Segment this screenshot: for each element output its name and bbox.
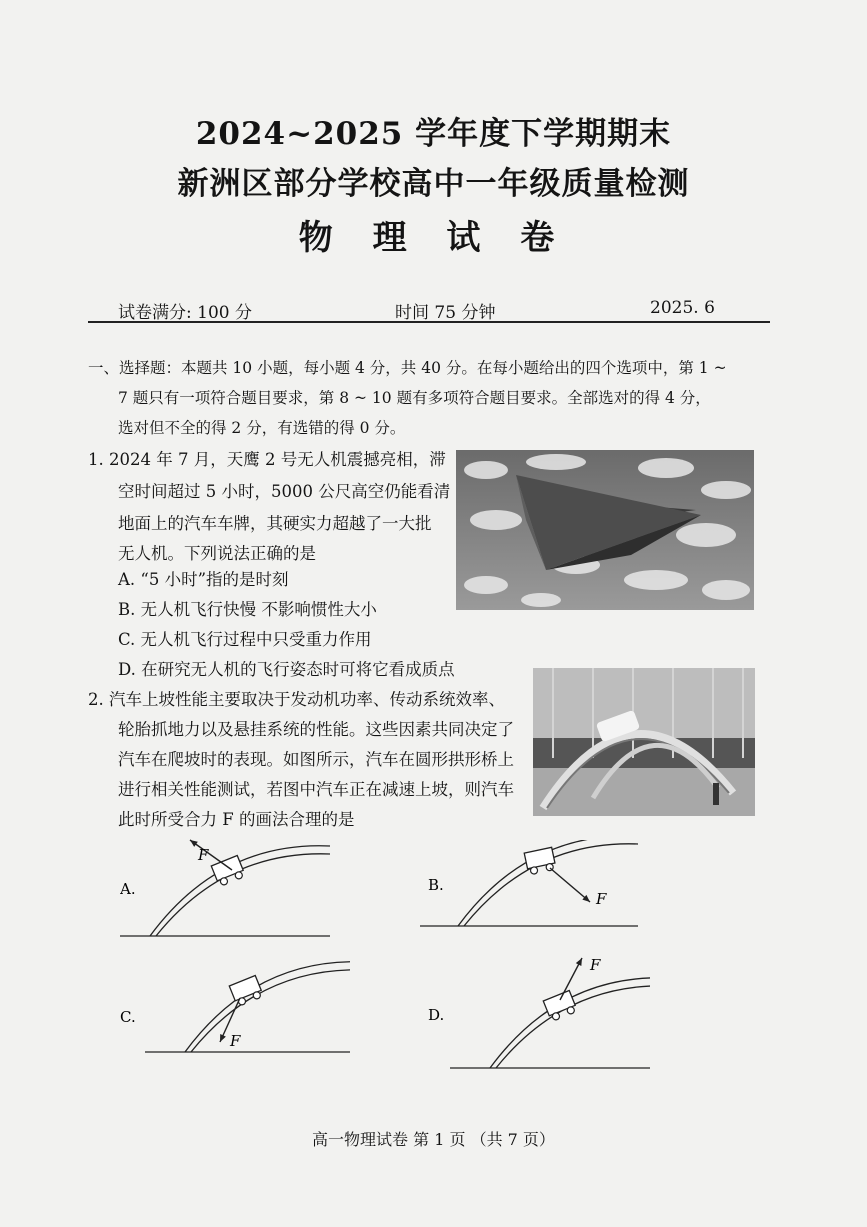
exam-date: 2025. 6	[650, 298, 715, 318]
title-line-2: 新洲区部分学校高中一年级质量检测	[177, 166, 690, 202]
force-label: F	[596, 890, 607, 908]
section1-instructions-line3: 选对但不全的得 2 分，有选错的得 0 分。	[118, 419, 406, 437]
title-line-1: 2024~2025 学年度下学期期末	[195, 116, 672, 152]
q2-stem-line5: 此时所受合力 F 的画法合理的是	[118, 810, 355, 829]
option-label-b: B.	[428, 876, 444, 894]
option-label-c: C.	[120, 1008, 136, 1026]
arch-inner	[156, 854, 330, 936]
force-arrowhead	[190, 840, 198, 847]
force-label: F	[590, 956, 601, 974]
option-label-a: A.	[120, 880, 136, 898]
q2-stem-line1: 2. 汽车上坡性能主要取决于发动机功率、传动系统效率、	[88, 690, 505, 709]
q2-diagram-b	[420, 840, 650, 940]
arch-bridge-photo	[533, 668, 755, 816]
section1-instructions-line1: 一、选择题：本题共 10 小题，每小题 4 分，共 40 分。在每小题给出的四个选项中，第 1 ~	[88, 359, 727, 377]
q2-diagram-d	[420, 950, 650, 1075]
force-arrow	[550, 868, 590, 902]
arch-outer	[150, 846, 330, 936]
q2-stem-line3: 汽车在爬坡时的表现。如图所示，汽车在圆形拱形桥上	[118, 750, 514, 769]
q1-stem-line2: 空时间超过 5 小时，5000 公尺高空仍能看清	[118, 482, 451, 501]
q1-option-a: A. “5 小时”指的是时刻	[118, 570, 289, 589]
header-divider	[88, 321, 770, 323]
arch-outer	[185, 962, 350, 1052]
full-score: 试卷满分: 100 分	[118, 303, 252, 323]
force-label: F	[230, 1032, 241, 1050]
car-icon	[229, 975, 263, 1006]
title-line-3: 物 理 试 卷	[298, 218, 569, 258]
q2-diagram-a	[120, 830, 350, 950]
section1-instructions-line2: 7 题只有一项符合题目要求，第 8 ~ 10 题有多项符合题目要求。全部选对的得 4 分，	[118, 389, 711, 407]
q1-option-d: D. 在研究无人机的飞行姿态时可将它看成质点	[118, 660, 455, 679]
force-label: F	[198, 846, 209, 864]
q1-stem-line3: 地面上的汽车车牌，其硬实力超越了一大批	[118, 514, 432, 533]
q2-stem-line2: 轮胎抓地力以及悬挂系统的性能。这些因素共同决定了	[118, 720, 514, 739]
q1-stem-line4: 无人机。下列说法正确的是	[118, 544, 316, 563]
drone-photo	[456, 450, 754, 610]
q1-option-c: C. 无人机飞行过程中只受重力作用	[118, 630, 372, 649]
page-footer: 高一物理试卷 第 1 页 （共 7 页）	[312, 1130, 555, 1149]
car-icon	[524, 847, 556, 875]
q1-option-b: B. 无人机飞行快慢 不影响惯性大小	[118, 600, 377, 619]
option-label-d: D.	[428, 1006, 445, 1024]
arch-inner	[191, 970, 350, 1052]
q1-stem-line1: 1. 2024 年 7 月，天鹰 2 号无人机震撼亮相，滞	[88, 450, 446, 469]
q2-stem-line4: 进行相关性能测试，若图中汽车正在减速上坡，则汽车	[118, 780, 514, 799]
exam-time: 时间 75 分钟	[395, 303, 496, 323]
car-icon	[543, 990, 577, 1021]
q2-diagram-c	[120, 960, 350, 1060]
